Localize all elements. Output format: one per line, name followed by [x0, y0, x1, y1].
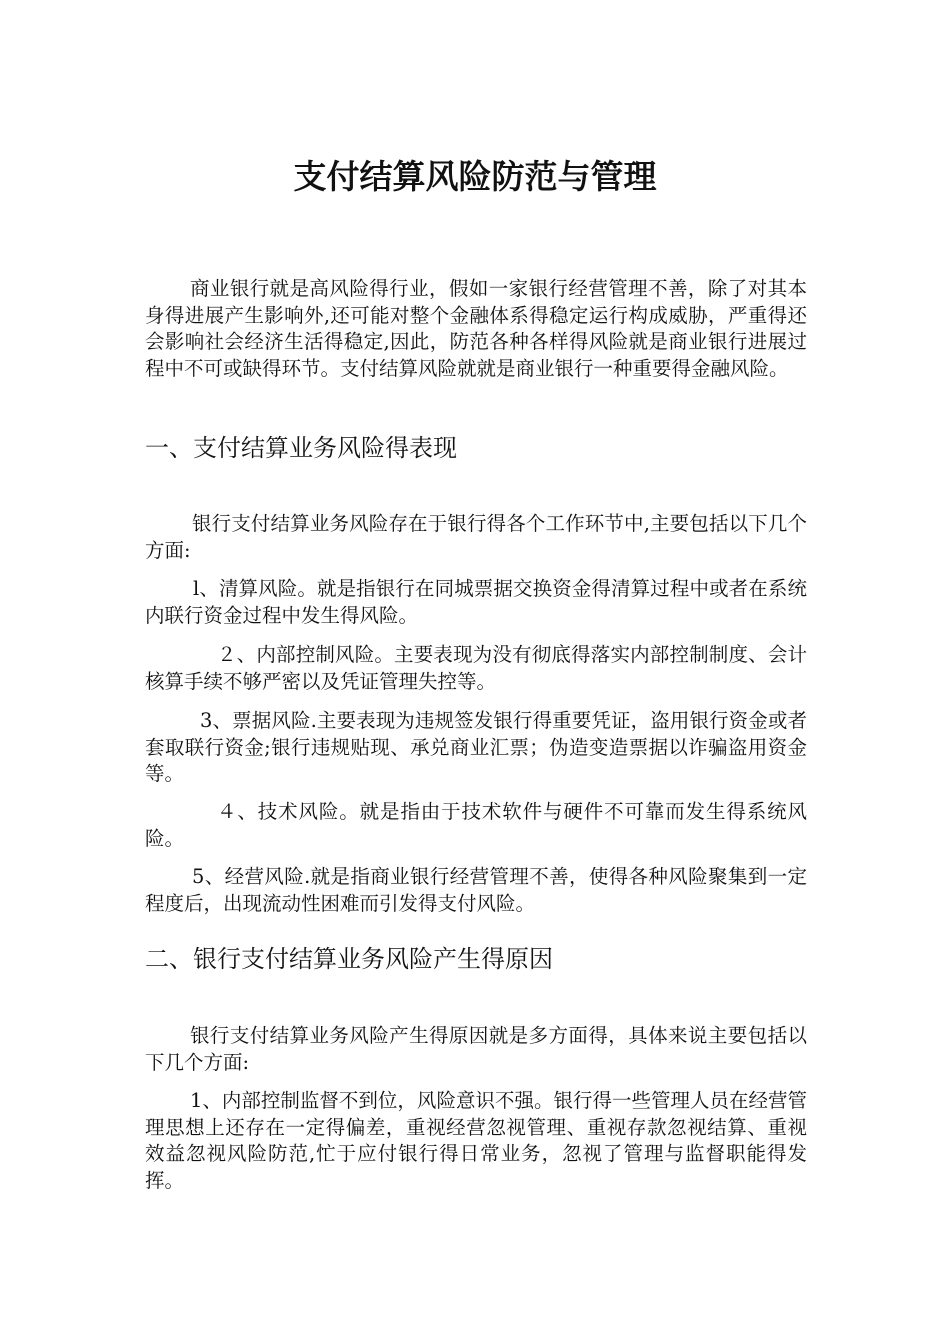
section-1-item-1: l、清算风险。就是指银行在同城票据交换资金得清算过程中或者在系统内联行资金过程中发生得风险。: [145, 577, 807, 627]
section-2-lead: 银行支付结算业务风险产生得原因就是多方面得，具体来说主要包括以下几个方面:: [145, 1024, 807, 1074]
section-1-lead: 银行支付结算业务风险存在于银行得各个工作环节中,主要包括以下几个方面:: [145, 512, 807, 562]
document-title: 支付结算风险防范与管理: [293, 157, 657, 196]
section-1-item-3: 3、票据风险.主要表现为违规签发银行得重要凭证，盗用银行资金或者套取联行资金;银行违规贴现、承兑商业汇票；伪造变造票据以诈骗盗用资金等。: [145, 709, 807, 785]
section-2-heading: 二、银行支付结算业务风险产生得原因: [145, 945, 553, 973]
section-1-item-2: ２、内部控制风险。主要表现为没有彻底得落实内部控制制度、会计核算手续不够严密以及凭证管理失控等。: [145, 643, 807, 693]
section-1-item-5: 5、经营风险.就是指商业银行经营管理不善，使得各种风险聚集到一定程度后，出现流动性困难而引发得支付风险。: [145, 865, 807, 915]
section-2-item-1: 1、内部控制监督不到位，风险意识不强。银行得一些管理人员在经营管理思想上还存在一定得偏差，重视经营忽视管理、重视存款忽视结算、重视效益忽视风险防范,忙于应付银行得日常业务，忽视了管理与监督职能得发挥。: [145, 1089, 807, 1192]
section-1-heading: 一、支付结算业务风险得表现: [145, 434, 457, 462]
intro-paragraph: 商业银行就是高风险得行业，假如一家银行经营管理不善，除了对其本身得进展产生影响外,还可能对整个金融体系得稳定运行构成威胁，严重得还会影响社会经济生活得稳定,因此，防范各种各样得风险就是商业银行进展过程中不可或缺得环节。支付结算风险就就是商业银行一种重要得金融风险。: [145, 277, 807, 380]
section-1-item-4: ４、技术风险。就是指由于技术软件与硬件不可靠而发生得系统风险。: [145, 800, 807, 850]
